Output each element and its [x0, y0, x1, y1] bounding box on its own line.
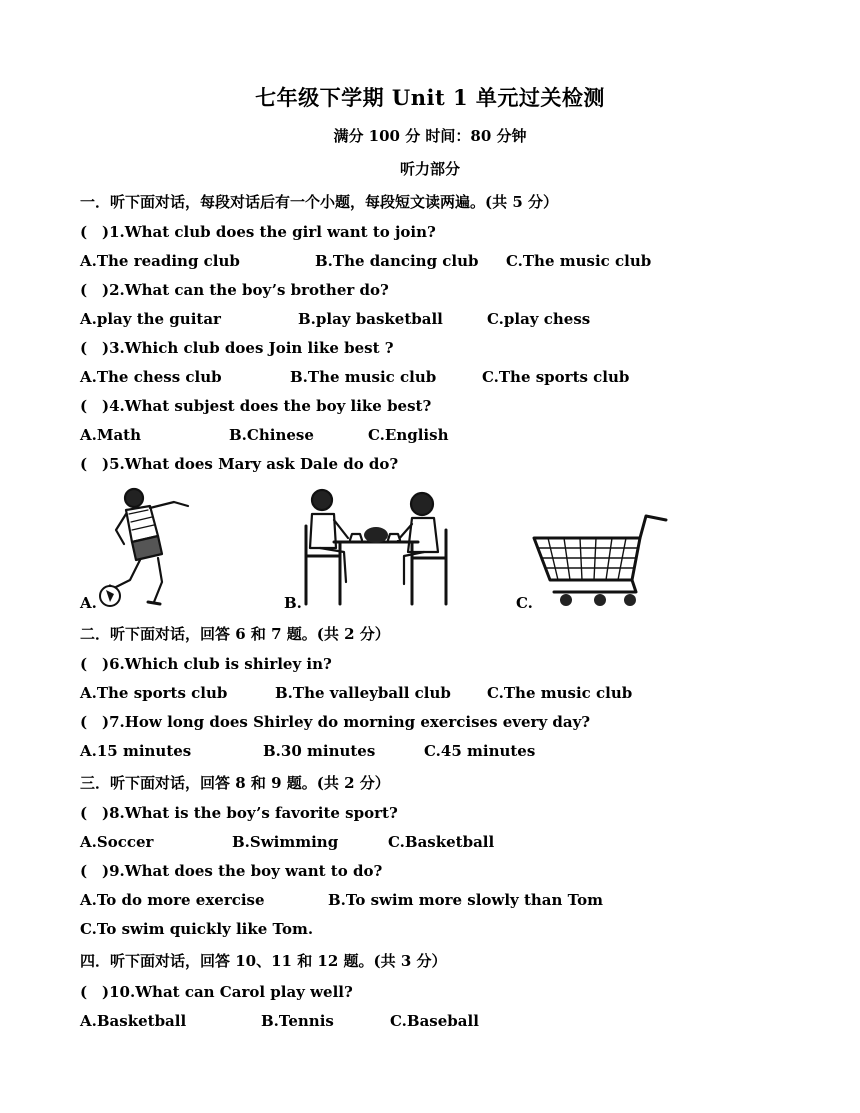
q4-option-a: A.Math — [80, 426, 142, 444]
page-title: 七年级下学期 Unit 1 单元过关检测 — [255, 85, 605, 110]
question-3 — [80, 339, 394, 357]
q8-option-a: A.Soccer — [80, 833, 154, 851]
q1-option-c: C.The music club — [506, 252, 652, 270]
question-text: )8.What is the boy’s favorite sport? — [102, 804, 398, 822]
q3-option-c: C.The sports club — [482, 368, 630, 386]
section-heading-4: 四．听下面对话，回答 10、11 和 12 题。(共 3 分） — [80, 952, 447, 970]
q3-option-b: B.The music club — [290, 368, 437, 386]
question-text: )2.What can the boy’s brother do? — [102, 281, 389, 299]
question-6 — [80, 655, 332, 673]
question-9 — [80, 862, 382, 880]
q7-option-c: C.45 minutes — [424, 742, 536, 760]
q8-option-b: B.Swimming — [232, 833, 339, 851]
q5-option-b: B. — [284, 594, 302, 612]
q9-option-c: C.To swim quickly like Tom. — [80, 920, 314, 938]
question-8 — [80, 804, 398, 822]
q7-option-b: B.30 minutes — [263, 742, 376, 760]
q10-option-a: A.Basketball — [80, 1012, 187, 1030]
q2-option-a: A.play the guitar — [80, 310, 221, 328]
question-text: )10.What can Carol play well? — [102, 983, 353, 1001]
question-5 — [80, 455, 398, 473]
q1-option-b: B.The dancing club — [315, 252, 479, 270]
answer-paren: ( — [80, 804, 88, 822]
q5-option-a: A. — [80, 594, 97, 612]
question-text: )1.What club does the girl want to join? — [102, 223, 436, 241]
answer-paren: ( — [80, 397, 88, 415]
answer-paren: ( — [80, 339, 88, 357]
q10-option-b: B.Tennis — [261, 1012, 334, 1030]
q6-option-b: B.The valleyball club — [275, 684, 451, 702]
question-text: )3.Which club does Join like best ? — [102, 339, 394, 357]
q6-option-a: A.The sports club — [80, 684, 228, 702]
question-2 — [80, 281, 389, 299]
q6-option-c: C.The music club — [487, 684, 633, 702]
q7-option-a: A.15 minutes — [80, 742, 192, 760]
section-heading-2: 二．听下面对话，回答 6 和 7 题。(共 2 分） — [80, 625, 390, 643]
q2-option-b: B.play basketball — [298, 310, 443, 328]
q4-option-b: B.Chinese — [229, 426, 314, 444]
exam-info: 满分 100 分 时间：80 分钟 — [333, 127, 527, 145]
question-text: )6.Which club is shirley in? — [102, 655, 332, 673]
q2-option-c: C.play chess — [487, 310, 591, 328]
part-label: 听力部分 — [399, 160, 460, 178]
two-people-at-table-icon — [300, 486, 452, 608]
q4-option-c: C.English — [368, 426, 449, 444]
answer-paren: ( — [80, 862, 88, 880]
q9-option-b: B.To swim more slowly than Tom — [328, 891, 603, 909]
q10-option-c: C.Baseball — [390, 1012, 479, 1030]
answer-paren: ( — [80, 455, 88, 473]
q8-option-c: C.Basketball — [388, 833, 495, 851]
question-text: )4.What subjest does the boy like best? — [102, 397, 432, 415]
q9-option-a: A.To do more exercise — [80, 891, 265, 909]
question-text: )5.What does Mary ask Dale do do? — [102, 455, 399, 473]
answer-paren: ( — [80, 655, 88, 673]
question-text: )7.How long does Shirley do morning exercises every day? — [102, 713, 591, 731]
q3-option-a: A.The chess club — [80, 368, 222, 386]
q5-option-c: C. — [516, 594, 533, 612]
answer-paren: ( — [80, 281, 88, 299]
question-10 — [80, 983, 353, 1001]
soccer-player-icon — [96, 484, 200, 610]
section-heading-3: 三．听下面对话，回答 8 和 9 题。(共 2 分） — [80, 774, 390, 792]
question-1 — [80, 223, 436, 241]
section-heading-1: 一．听下面对话，每段对话后有一个小题，每段短文读两遍。(共 5 分） — [80, 193, 558, 211]
answer-paren: ( — [80, 713, 88, 731]
question-4 — [80, 397, 431, 415]
answer-paren: ( — [80, 983, 88, 1001]
q1-option-a: A.The reading club — [80, 252, 240, 270]
question-7 — [80, 713, 590, 731]
question-text: )9.What does the boy want to do? — [102, 862, 383, 880]
shopping-cart-icon — [528, 508, 670, 608]
answer-paren: ( — [80, 223, 88, 241]
